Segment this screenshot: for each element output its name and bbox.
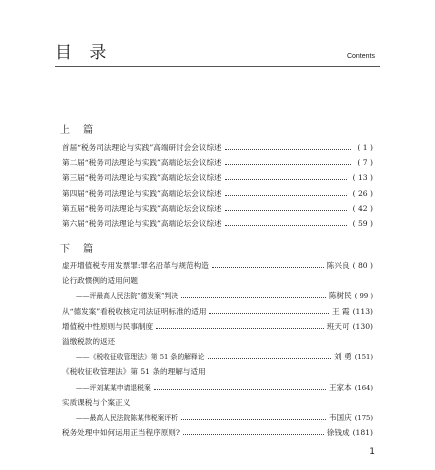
dot-leader (181, 418, 326, 420)
page-title: 目 录 (55, 43, 113, 63)
part-one-list (62, 140, 373, 231)
toc-entry[interactable] (62, 216, 373, 231)
toc-entry-title: 第二届“税务司法理论与实践”高端论坛会议综述 (62, 158, 222, 168)
page-number: 1 (369, 447, 375, 457)
toc-entry[interactable] (62, 319, 373, 334)
toc-entry-author: 韦国庆 (328, 412, 352, 422)
page-subtitle: Contents (346, 53, 375, 60)
part-one-heading: 上 篇 (60, 125, 99, 136)
toc-entry[interactable] (62, 258, 373, 273)
toc-entry-page: ( 59 ) (352, 218, 373, 228)
toc-entry-title: 第四届“税务司法理论与实践”高端论坛会议综述 (62, 188, 222, 198)
toc-entry-title: ——评刘某某申请退税案 (76, 383, 151, 392)
toc-entry-page: (151) (354, 353, 373, 362)
toc-entry-title: 增值税中性原则与民事制度 (62, 321, 154, 331)
toc-entry[interactable] (62, 273, 373, 288)
toc-entry-title: 论行政惯例的适用问题 (62, 276, 138, 286)
toc-entry-page: (181) (352, 428, 373, 438)
toc-entry-page: ( 1 ) (357, 143, 373, 152)
toc-entry-author: 徐钱成 (326, 428, 350, 438)
dot-leader (225, 178, 347, 180)
dot-leader (212, 266, 324, 268)
dot-leader (225, 224, 347, 226)
toc-entry-title: 《税收征收管理法》第 51 条的理解与适用 (62, 367, 206, 377)
toc-entry-page: (113) (352, 306, 373, 316)
toc-entry-page: ( 80 ) (352, 261, 373, 270)
toc-entry[interactable] (62, 410, 373, 425)
toc-entry[interactable] (62, 334, 373, 349)
toc-entry-page: (164) (354, 383, 373, 392)
toc-entry-author: 王家本 (328, 382, 352, 392)
toc-entry-title: 实质课税与个案正义 (62, 397, 131, 407)
dot-leader (225, 209, 347, 211)
toc-entry-author: 陈树民 (328, 291, 352, 301)
toc-entry[interactable] (62, 140, 373, 155)
toc-entry-author: 班天可 (326, 321, 350, 331)
toc-entry-page: ( 26 ) (352, 188, 373, 198)
toc-entry-title: 第六届“税务司法理论与实践”高端论坛会议综述 (62, 218, 222, 228)
dot-leader (209, 312, 329, 314)
dot-leader (181, 296, 326, 298)
toc-entry-page: ( 99 ) (354, 292, 373, 301)
toc-entry[interactable] (62, 364, 373, 379)
toc-entry-page: (175) (354, 413, 373, 422)
toc-entry[interactable] (62, 395, 373, 410)
toc-entry-title: 税务处理中如何运用正当程序原则? (62, 428, 180, 438)
dot-leader (225, 163, 352, 165)
toc-entry-title: ——评最高人民法院“德发案”判决 (76, 292, 179, 301)
toc-entry-title: 第五届“税务司法理论与实践”高端论坛会议综述 (62, 203, 222, 213)
toc-entry-title: 首届“税务司法理论与实践”高端研讨会会议综述 (62, 143, 222, 152)
toc-entry[interactable] (62, 155, 373, 170)
toc-entry-title: 溢缴税款的返还 (62, 336, 116, 346)
toc-entry-title: ——最高人民法院陈某伟税案评析 (76, 413, 178, 422)
dot-leader (156, 327, 324, 329)
toc-entry[interactable] (62, 288, 373, 303)
toc-entry-page: ( 7 ) (357, 158, 373, 168)
part-two-list (62, 258, 373, 440)
dot-leader (225, 148, 352, 150)
dot-leader (183, 433, 324, 435)
toc-entry[interactable] (62, 349, 373, 364)
toc-entry[interactable] (62, 170, 373, 185)
toc-entry-title: 从“德发案”看税收核定司法证明标准的适用 (62, 306, 207, 316)
toc-entry-author: 王 霞 (331, 306, 350, 316)
toc-entry[interactable] (62, 425, 373, 440)
toc-entry-page: (130) (352, 321, 373, 331)
toc-entry-title: 第三届“税务司法理论与实践”高端论坛会议综述 (62, 173, 222, 183)
toc-entry[interactable] (62, 201, 373, 216)
toc-entry-title: ——《税收征收管理法》第 51 条的解释论 (76, 353, 205, 362)
toc-entry[interactable] (62, 380, 373, 395)
dot-leader (154, 388, 326, 390)
toc-entry[interactable] (62, 186, 373, 201)
toc-entry-author: 刘 勇 (334, 352, 352, 362)
header-rule (55, 66, 380, 67)
dot-leader (225, 194, 347, 196)
dot-leader (208, 357, 332, 359)
part-two-heading: 下 篇 (60, 244, 99, 255)
toc-entry-page: ( 42 ) (352, 203, 373, 213)
toc-entry-title: 虚开增值税专用发票罪:罪名沿革与规范构造 (62, 261, 209, 270)
toc-entry-author: 陈兴良 (326, 261, 350, 270)
toc-entry-page: ( 13 ) (352, 173, 373, 183)
toc-entry[interactable] (62, 304, 373, 319)
